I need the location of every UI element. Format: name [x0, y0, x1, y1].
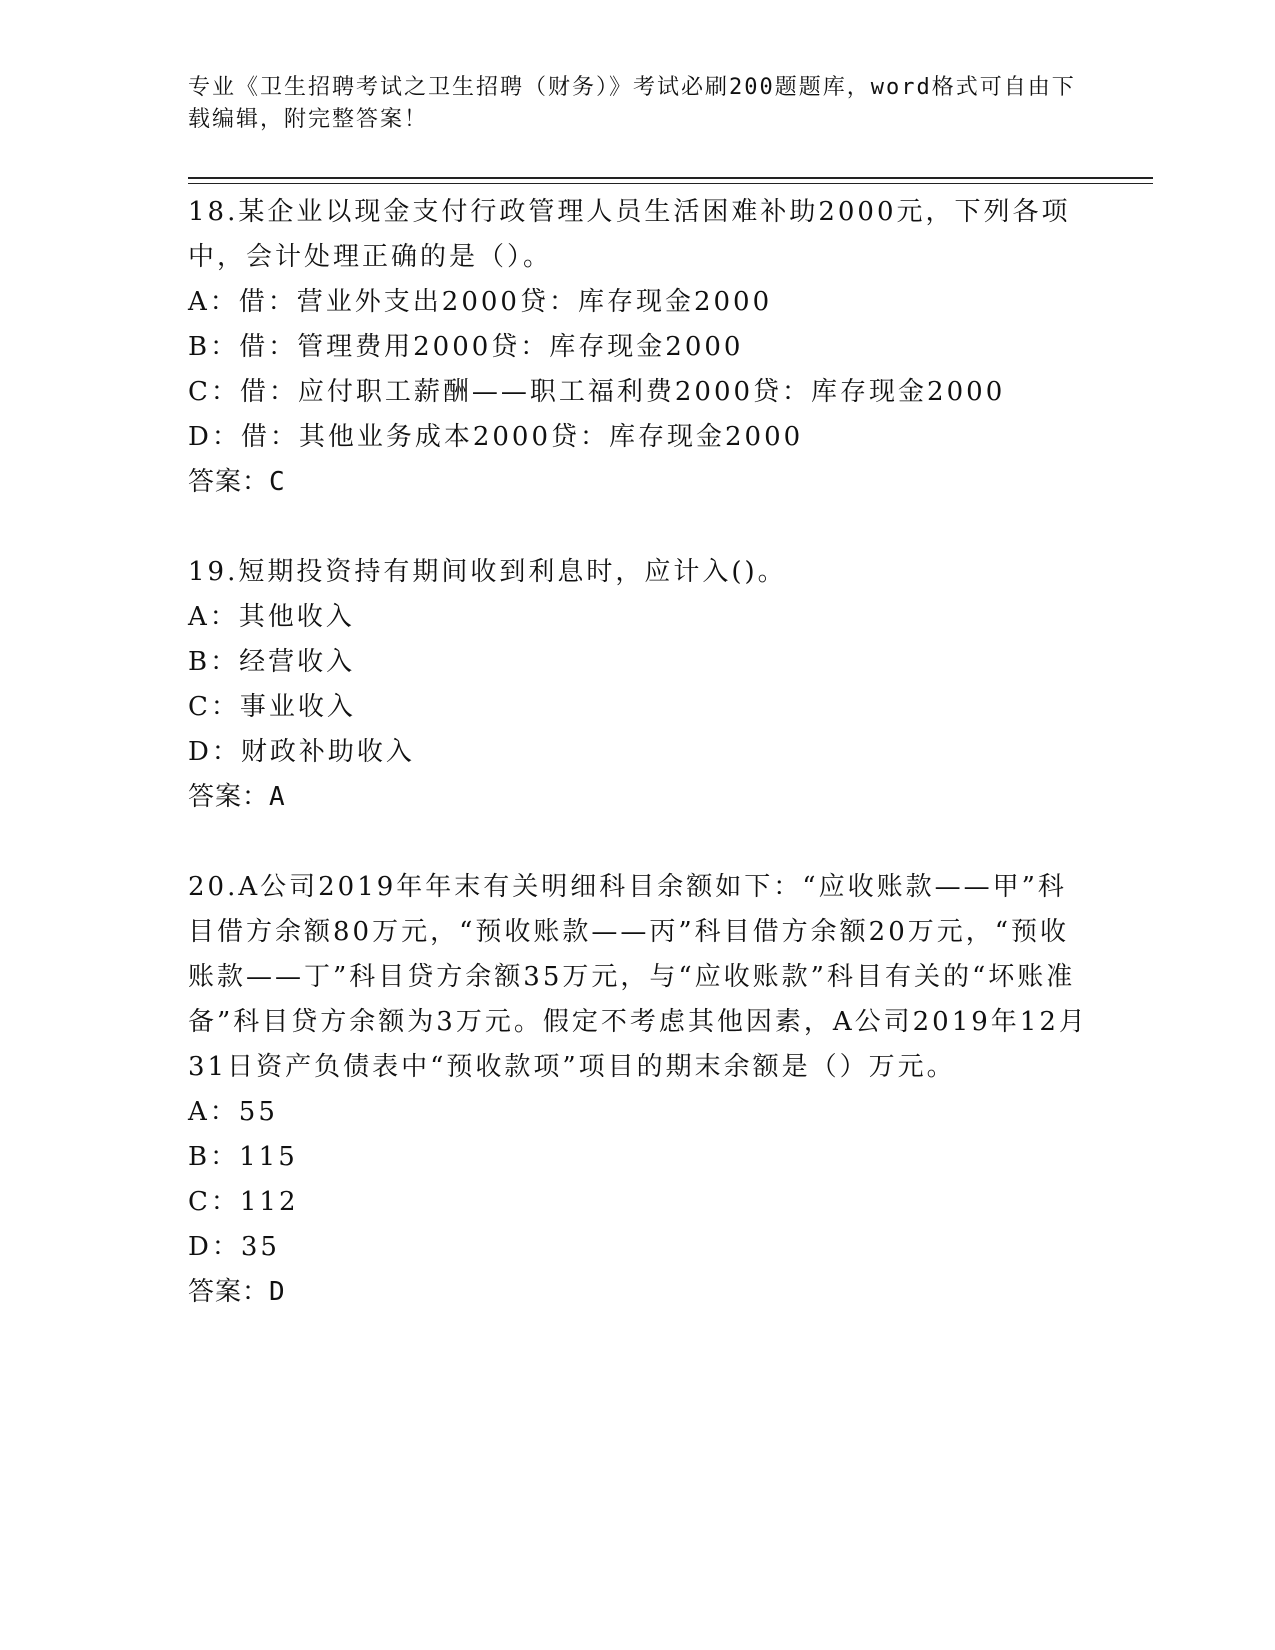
header-divider-thick: [188, 177, 1153, 179]
option-b: B：借：管理费用2000贷：库存现金2000: [188, 332, 744, 362]
answer-label: 答案：: [188, 1277, 270, 1307]
option-c: C：事业收入: [188, 692, 356, 722]
option-a: A：55: [188, 1097, 278, 1127]
option-c: C：112: [188, 1187, 299, 1217]
question-20: [188, 865, 1088, 1315]
option-d: D：财政补助收入: [188, 737, 415, 767]
question-spacer: [188, 505, 1088, 550]
question-stem: 19.短期投资持有期间收到利息时，应计入()。: [188, 557, 787, 587]
question-list: [188, 190, 1088, 1315]
header-divider-thin: [188, 183, 1153, 184]
question-stem: 18.某企业以现金支付行政管理人员生活困难补助2000元，下列各项中，会计处理正确的是（）。: [188, 197, 1071, 272]
question-spacer: [188, 820, 1088, 865]
option-c: C：借：应付职工薪酬——职工福利费2000贷：库存现金2000: [188, 377, 1006, 407]
answer-value: C: [269, 467, 286, 497]
option-d: D：借：其他业务成本2000贷：库存现金2000: [188, 422, 804, 452]
document-header: 专业《卫生招聘考试之卫生招聘（财务）》考试必刷200题题库，word格式可自由下载编辑，附完整答案！: [188, 75, 1076, 132]
answer-line: [188, 775, 1088, 820]
question-stem: 20.A公司2019年年末有关明细科目余额如下：“应收账款——甲”科目借方余额80万元，“预收账款——丙”科目借方余额20万元，“预收账款——丁”科目贷方余额35万元，与“应收账款”科目有关的“坏账准备”科目贷方余额为3万元。假定不考虑其他因素，A公司2019年12月31日资产负债表中“预收款项”项目的期末余额是（）万元。: [188, 872, 1088, 1082]
option-b: B：经营收入: [188, 647, 356, 677]
answer-line: [188, 1270, 1088, 1315]
answer-line: [188, 460, 1088, 505]
answer-label: 答案：: [188, 782, 270, 812]
answer-value: A: [269, 782, 286, 812]
answer-label: 答案：: [188, 467, 270, 497]
question-19: [188, 550, 1088, 820]
option-d: D：35: [188, 1232, 280, 1262]
option-a: A：借：营业外支出2000贷：库存现金2000: [188, 287, 773, 317]
option-a: A：其他收入: [188, 602, 355, 632]
question-18: [188, 190, 1088, 505]
option-b: B：115: [188, 1142, 298, 1172]
answer-value: D: [269, 1277, 286, 1307]
